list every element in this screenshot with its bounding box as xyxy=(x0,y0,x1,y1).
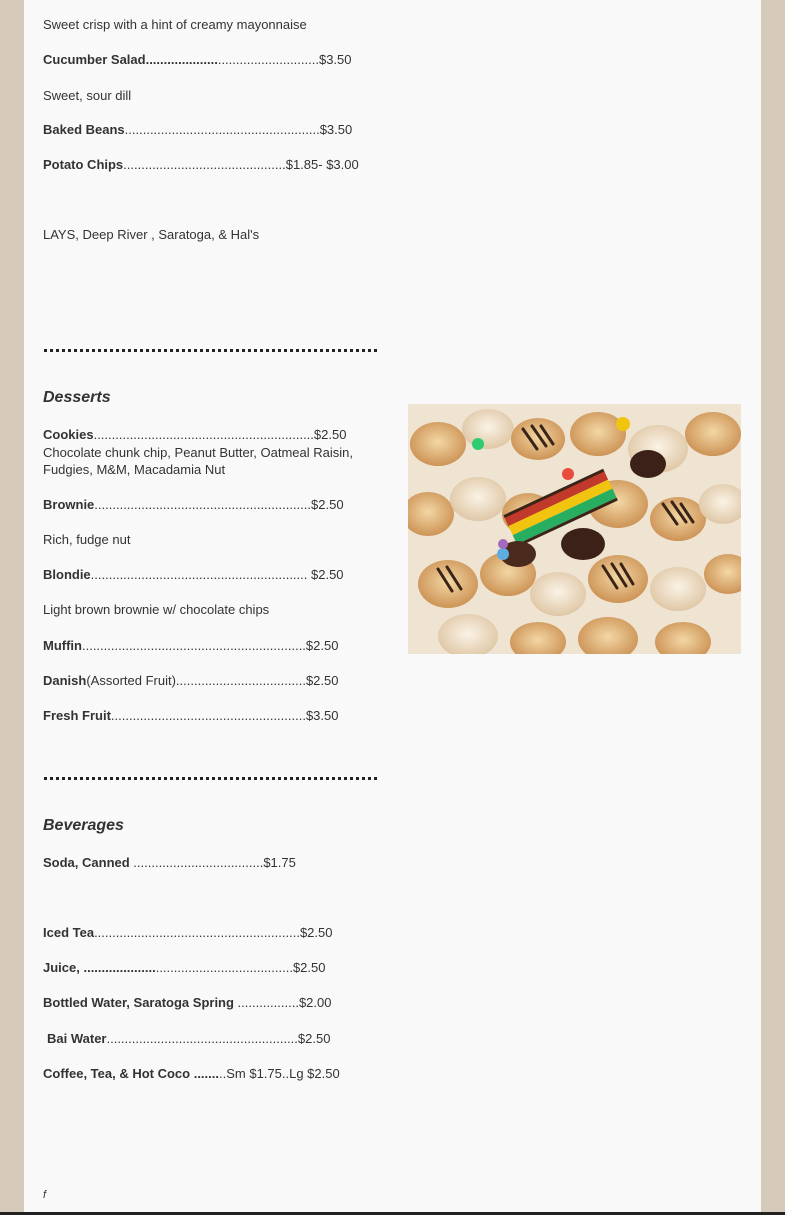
menu-item-baked-beans xyxy=(43,122,352,138)
item-price: $2.00 xyxy=(298,995,332,1010)
item-dots: .................................... xyxy=(129,855,264,870)
item-name: Soda, Canned xyxy=(43,855,130,870)
menu-item-cucumber-salad xyxy=(43,52,352,68)
cabbage-description: Sweet crisp with a hint of creamy mayonnaise xyxy=(43,17,307,32)
cookie-tray-illustration xyxy=(408,404,741,654)
item-price: $3.50 xyxy=(319,122,353,137)
item-dots: .. xyxy=(219,1066,227,1081)
item-price: $2.50 xyxy=(307,567,344,582)
item-price: $2.50 xyxy=(305,638,339,653)
item-price: $2.50 xyxy=(305,673,339,688)
menu-item-bottled-water xyxy=(43,995,332,1011)
dotted-divider xyxy=(44,777,377,780)
item-dots: ............................ xyxy=(217,52,319,67)
item-name: Brownie xyxy=(43,497,95,512)
item-name: Iced Tea xyxy=(43,925,95,940)
item-name: Cookies xyxy=(43,427,94,442)
item-dots: ...................................... xyxy=(155,960,293,975)
item-dots: ......................................................... xyxy=(94,925,300,940)
menu-item-potato-chips xyxy=(43,157,359,173)
item-price: $2.50 xyxy=(297,1031,331,1046)
item-dots: ............................................. xyxy=(123,157,286,172)
menu-item-cookies xyxy=(43,427,346,443)
item-price: Sm $1.75..Lg $2.50 xyxy=(226,1066,340,1081)
item-price: $3.50 xyxy=(305,708,339,723)
item-dots: ................. xyxy=(233,995,299,1010)
menu-item-juice xyxy=(43,960,326,976)
item-name: Baked Beans xyxy=(43,122,125,137)
item-dots: .................................... xyxy=(175,673,306,688)
item-name: Blondie xyxy=(43,567,91,582)
menu-item-muffin xyxy=(43,638,338,654)
item-dots: ............................................................. xyxy=(93,427,314,442)
item-name: Bottled Water, Saratoga Spring xyxy=(43,995,234,1010)
item-dots: ............................................................ xyxy=(94,497,312,512)
menu-item-fresh-fruit xyxy=(43,708,339,724)
brownie-description: Rich, fudge nut xyxy=(43,532,131,547)
item-name: Juice, .................... xyxy=(43,960,156,975)
beverages-heading: Beverages xyxy=(43,817,124,834)
item-name: Muffin xyxy=(43,638,82,653)
menu-item-iced-tea xyxy=(43,925,332,941)
item-name: Coffee, Tea, & Hot Coco ....... xyxy=(43,1066,219,1081)
item-name: Danish xyxy=(43,673,87,688)
menu-item-brownie xyxy=(43,497,344,513)
menu-item-coffee-tea xyxy=(43,1066,340,1082)
item-dots: ...................................................... xyxy=(124,122,320,137)
item-price: $3.50 xyxy=(318,52,352,67)
item-dots: ..................................................... xyxy=(106,1031,298,1046)
menu-item-soda xyxy=(43,855,296,871)
desserts-heading: Desserts xyxy=(43,389,111,406)
cookies-description-line-1: Chocolate chunk chip, Peanut Butter, Oatmeal Raisin, xyxy=(43,445,354,460)
item-detail: (Assorted Fruit) xyxy=(86,673,176,688)
item-dots: ...................................................... xyxy=(110,708,306,723)
item-dots: .............................................................. xyxy=(81,638,306,653)
cookies-description-line-2: Fudgies, M&M, Macadamia Nut xyxy=(43,462,226,477)
item-price: $2.50 xyxy=(311,497,344,512)
footer-mark: f xyxy=(43,1189,47,1201)
item-price: $1.75 xyxy=(263,855,296,870)
blondie-description: Light brown brownie w/ chocolate chips xyxy=(43,602,270,617)
menu-item-danish xyxy=(43,673,339,689)
item-price: $2.50 xyxy=(292,960,326,975)
dotted-divider xyxy=(44,349,377,352)
item-price: $2.50 xyxy=(313,427,347,442)
item-name: Fresh Fruit xyxy=(43,708,111,723)
item-price: $2.50 xyxy=(299,925,333,940)
chips-description: LAYS, Deep River , Saratoga, & Hal's xyxy=(43,227,260,242)
cookie-tray-photo xyxy=(408,404,741,654)
item-name: Bai Water xyxy=(47,1031,107,1046)
cucumber-description: Sweet, sour dill xyxy=(43,88,132,103)
item-dots: ............................................................ xyxy=(90,567,308,582)
item-price: $1.85- $3.00 xyxy=(285,157,359,172)
menu-item-bai-water xyxy=(47,1031,330,1047)
item-name: Potato Chips xyxy=(43,157,124,172)
item-name: Cucumber Salad.................... xyxy=(43,52,218,67)
menu-item-blondie xyxy=(43,567,344,583)
